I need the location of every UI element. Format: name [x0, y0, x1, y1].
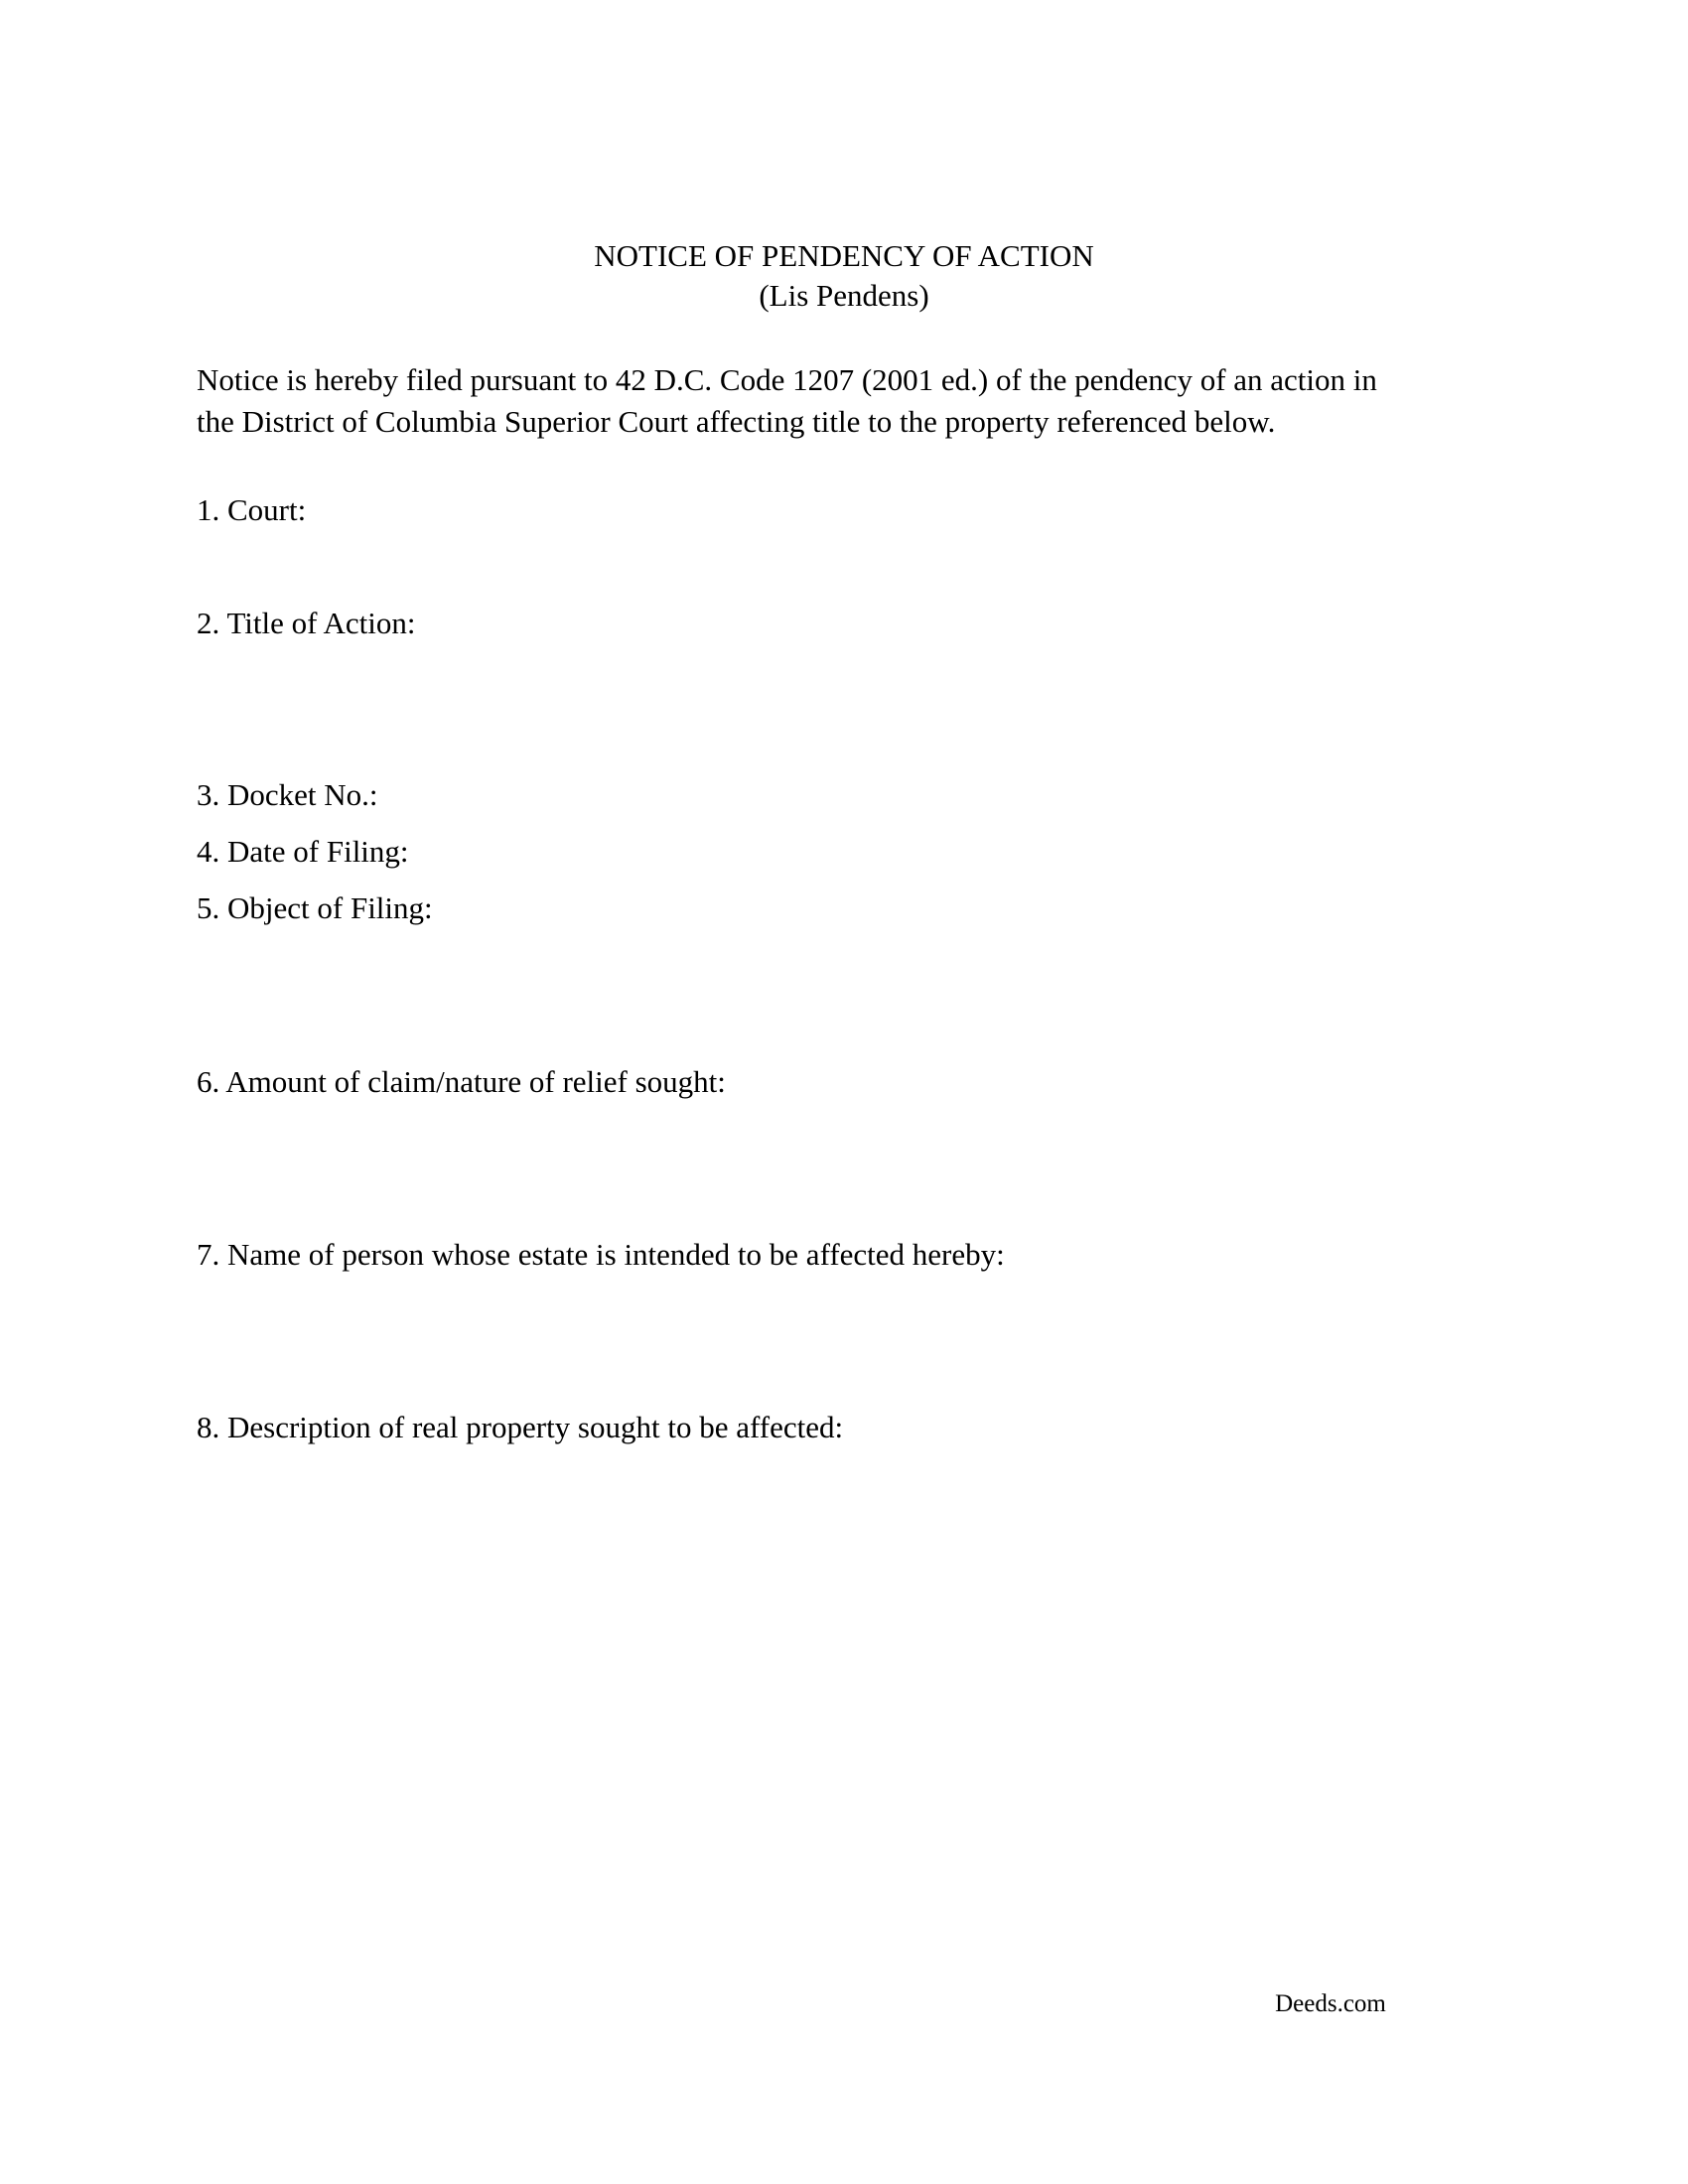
document-title-block [0, 236, 1688, 316]
field-person-affected: 7. Name of person whose estate is intended to be affected hereby: [197, 1237, 1005, 1272]
field-title-of-action: 2. Title of Action: [197, 606, 416, 640]
field-court: 1. Court: [197, 492, 307, 527]
field-date-of-filing: 4. Date of Filing: [197, 834, 409, 869]
intro-line-2: the District of Columbia Superior Court affecting title to the property referenced below. [197, 404, 1276, 439]
field-amount-of-claim: 6. Amount of claim/nature of relief sought: [197, 1064, 726, 1099]
footer-watermark: Deeds.com [1275, 1990, 1386, 2017]
intro-line-1: Notice is hereby filed pursuant to 42 D.C. Code 1207 (2001 ed.) of the pendency of an action in [197, 362, 1377, 397]
field-docket-no: 3. Docket No.: [197, 777, 378, 812]
field-object-of-filing: 5. Object of Filing: [197, 890, 433, 925]
field-property-description: 8. Description of real property sought to be affected: [197, 1410, 844, 1444]
document-title: NOTICE OF PENDENCY OF ACTION [594, 238, 1094, 273]
intro-paragraph [197, 359, 1497, 443]
document-subtitle: (Lis Pendens) [759, 278, 929, 313]
